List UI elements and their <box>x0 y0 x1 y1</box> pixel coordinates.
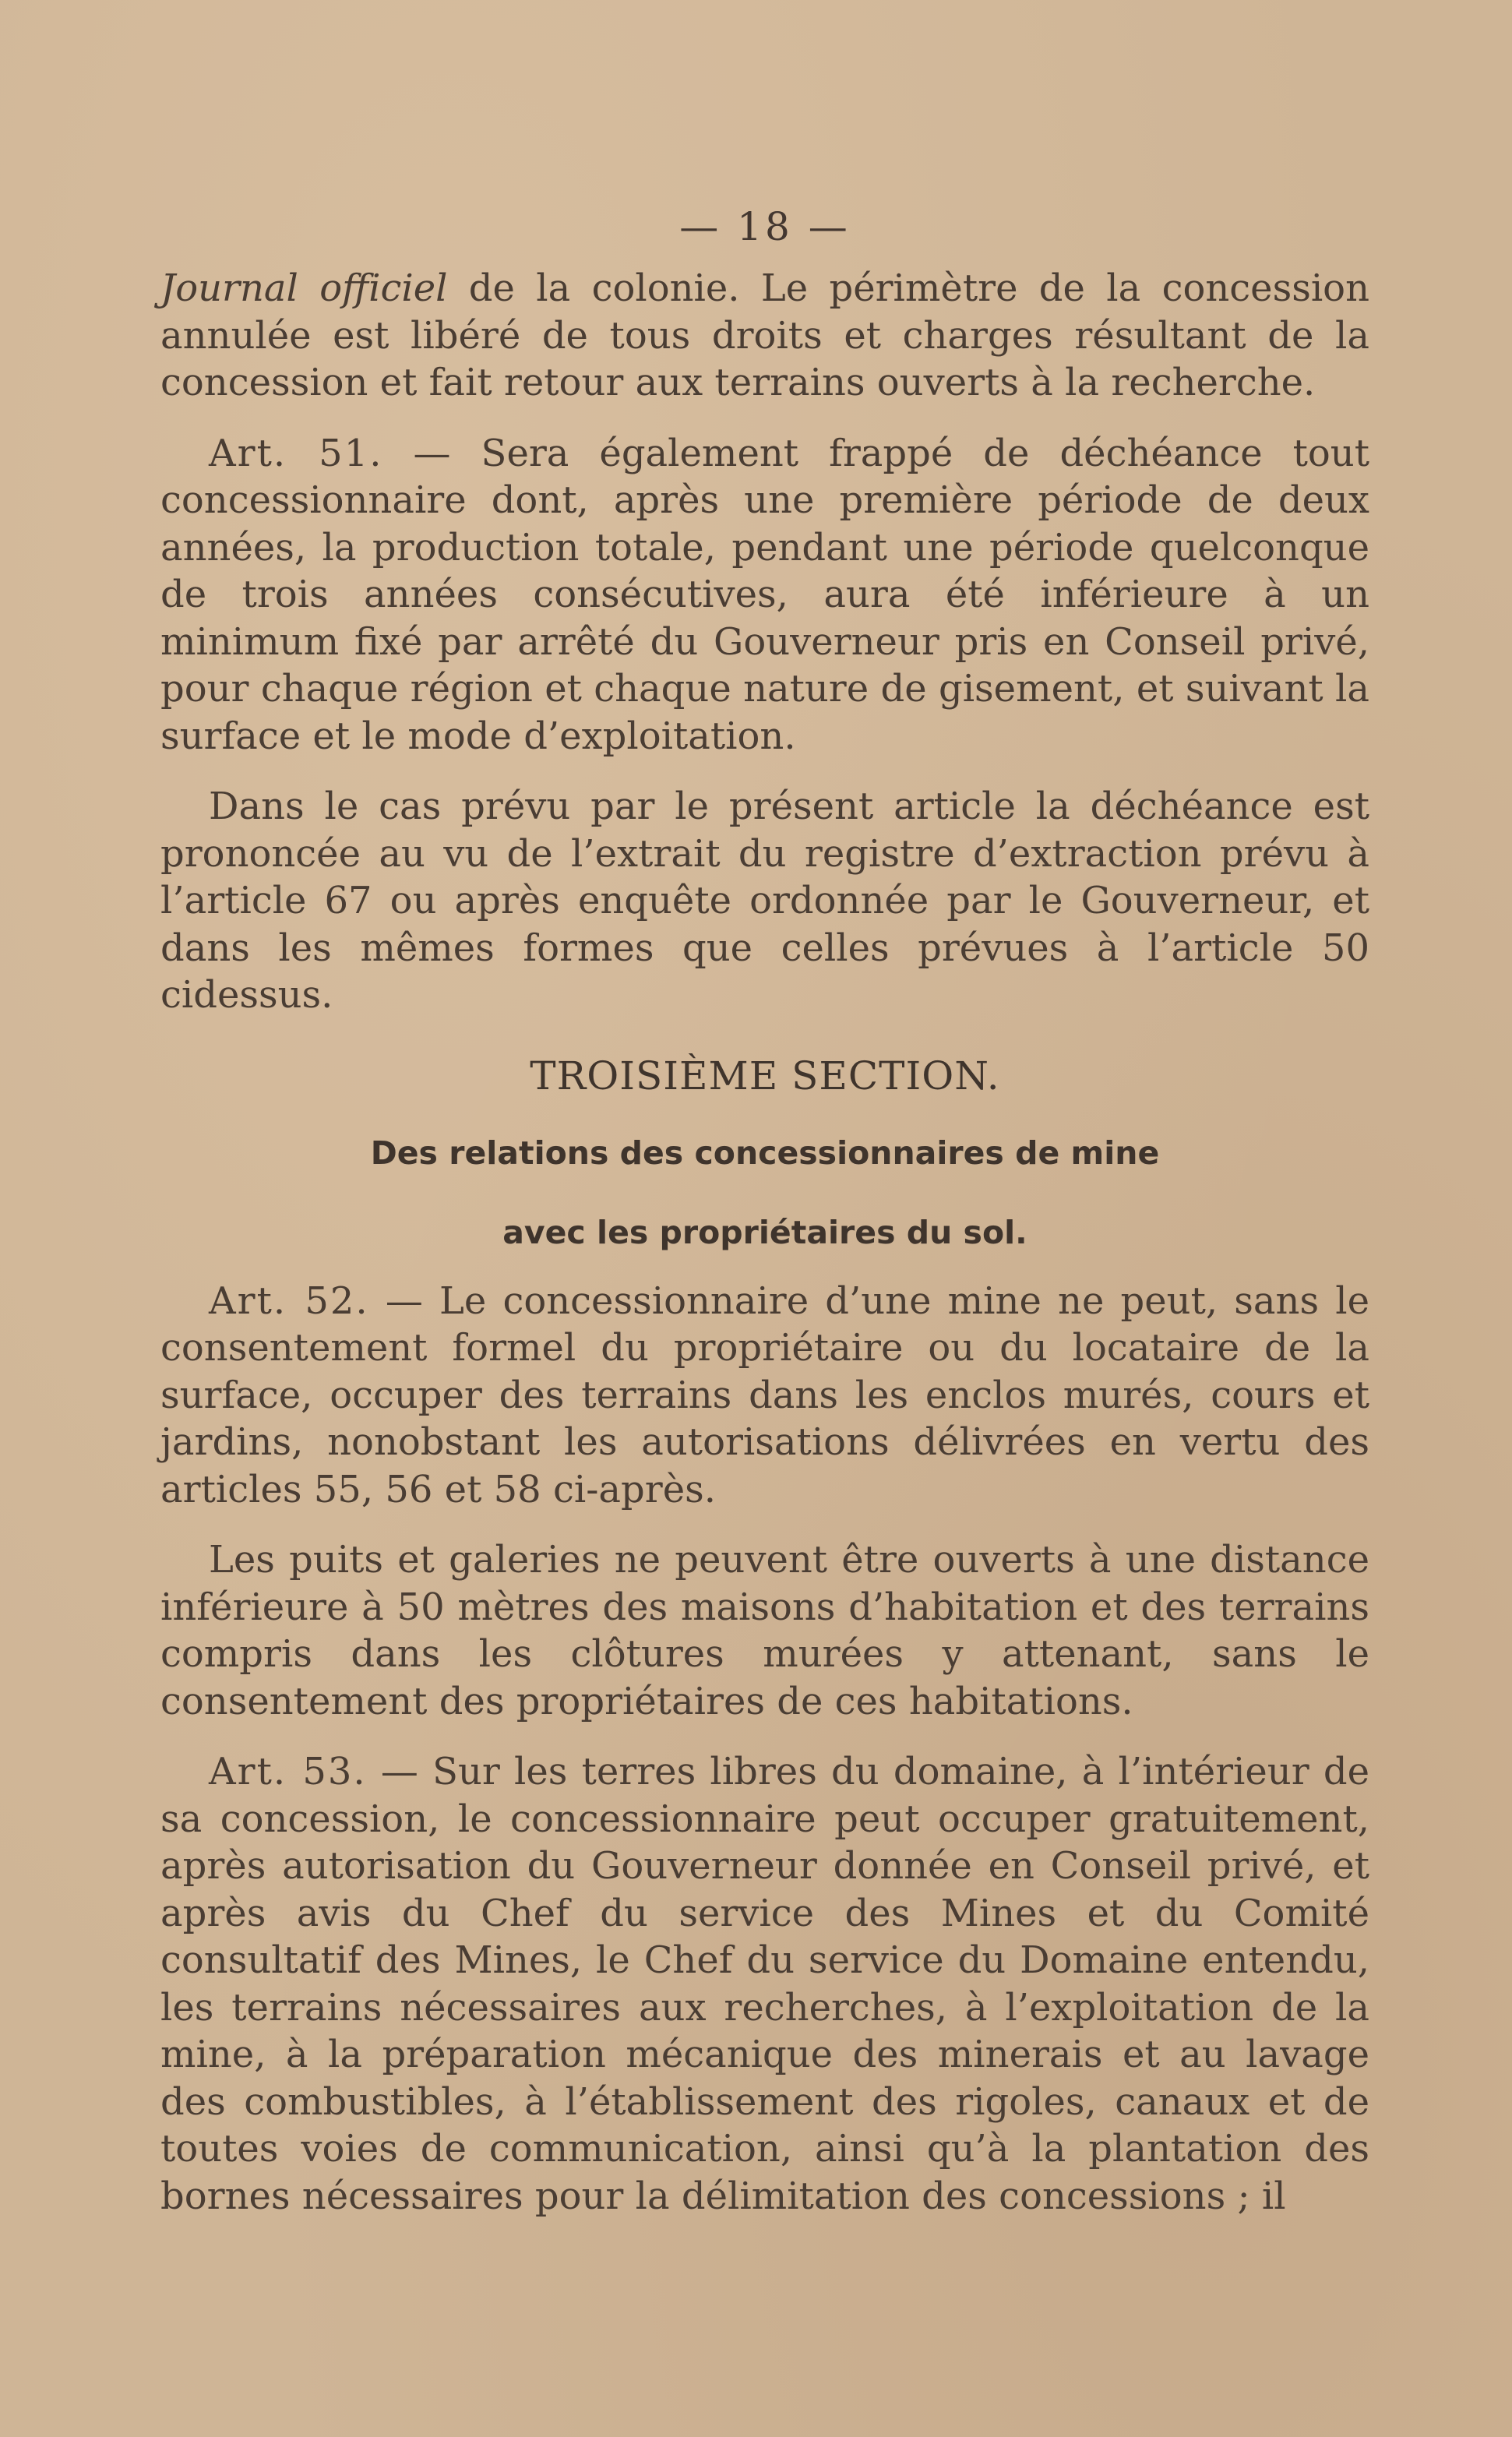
article-label: Art. 52. <box>209 1278 369 1323</box>
section-subtitle-line-2: avec les propriétaires du sol. <box>502 1213 1027 1251</box>
section-subtitle-line-1: Des relations des concessionnaires de mine <box>370 1134 1160 1172</box>
journal-officiel-italic: Journal officiel <box>160 266 448 310</box>
paragraph-text: de la colonie. Le périmètre de la concession annulée est libéré de tous droits et charges résultant de la concession et fait retour aux terrains ouverts à la recherche. <box>160 266 1369 404</box>
paragraph-puits-galeries: Les puits et galeries ne peuvent être ouverts à une distance inférieure à 50 mètres des maisons d’habitation et des terrains compris dans les clôtures murées y attenant, sans le consentement des propriétaires de ces habitations. <box>160 1538 1369 1723</box>
page-number: — 18 — <box>679 204 851 249</box>
article-text: — Sera également frappé de déchéance tout concessionnaire dont, après une première période de deux années, la production totale, pendant une période quelconque de trois années consécutives, aura été inférieure à un minimum fixé par arrêté du Gouverneur pris en Conseil privé, pour chaque région et chaque nature de gisement, et suivant la surface et le mode d’exploitation. <box>160 431 1370 758</box>
page-text <box>160 204 1369 2220</box>
article-label: Art. 53. <box>209 1750 367 1793</box>
article-label: Art. 51. <box>209 431 383 475</box>
section-title: TROISIÈME SECTION. <box>530 1053 1000 1099</box>
article-text: — Sur les terres libres du domaine, à l’intérieur de sa concession, le concessionnaire peut occuper gratuitement, après autorisation du Gouverneur donnée en Conseil privé, et après avis du Chef du service des Mines et du Comité consultatif des Mines, le Chef du service du Domaine entendu, les terrains nécessaires aux recherches, à l’exploitation de la mine, à la préparation mécanique des minerais et au lavage des combustibles, à l’établissement des rigoles, canaux et de toutes voies de communication, ainsi qu’à la plantation des bornes nécessaires pour la délimitation des concessions ; il <box>160 1750 1369 2218</box>
article-53 <box>160 1748 1369 2220</box>
article-51 <box>160 430 1369 760</box>
paragraph-decheance: Dans le cas prévu par le présent article la déchéance est prononcée au vu de l’extrait du registre d’extraction prévu à l’article 67 ou après enquête ordonnée par le Gouverneur, et dans les mêmes formes que celles prévues à l’article 50 cidessus. <box>160 785 1369 1017</box>
article-52 <box>160 1278 1369 1514</box>
article-text: — Le concessionnaire d’une mine ne peut, sans le consentement formel du propriétaire ou du locataire de la surface, occuper des terrains dans les enclos murés, cours et jardins, nonobstant les autorisations délivrées en vertu des articles 55, 56 et 58 ci-après. <box>160 1278 1370 1511</box>
paragraph-concession-annulee <box>160 265 1369 407</box>
